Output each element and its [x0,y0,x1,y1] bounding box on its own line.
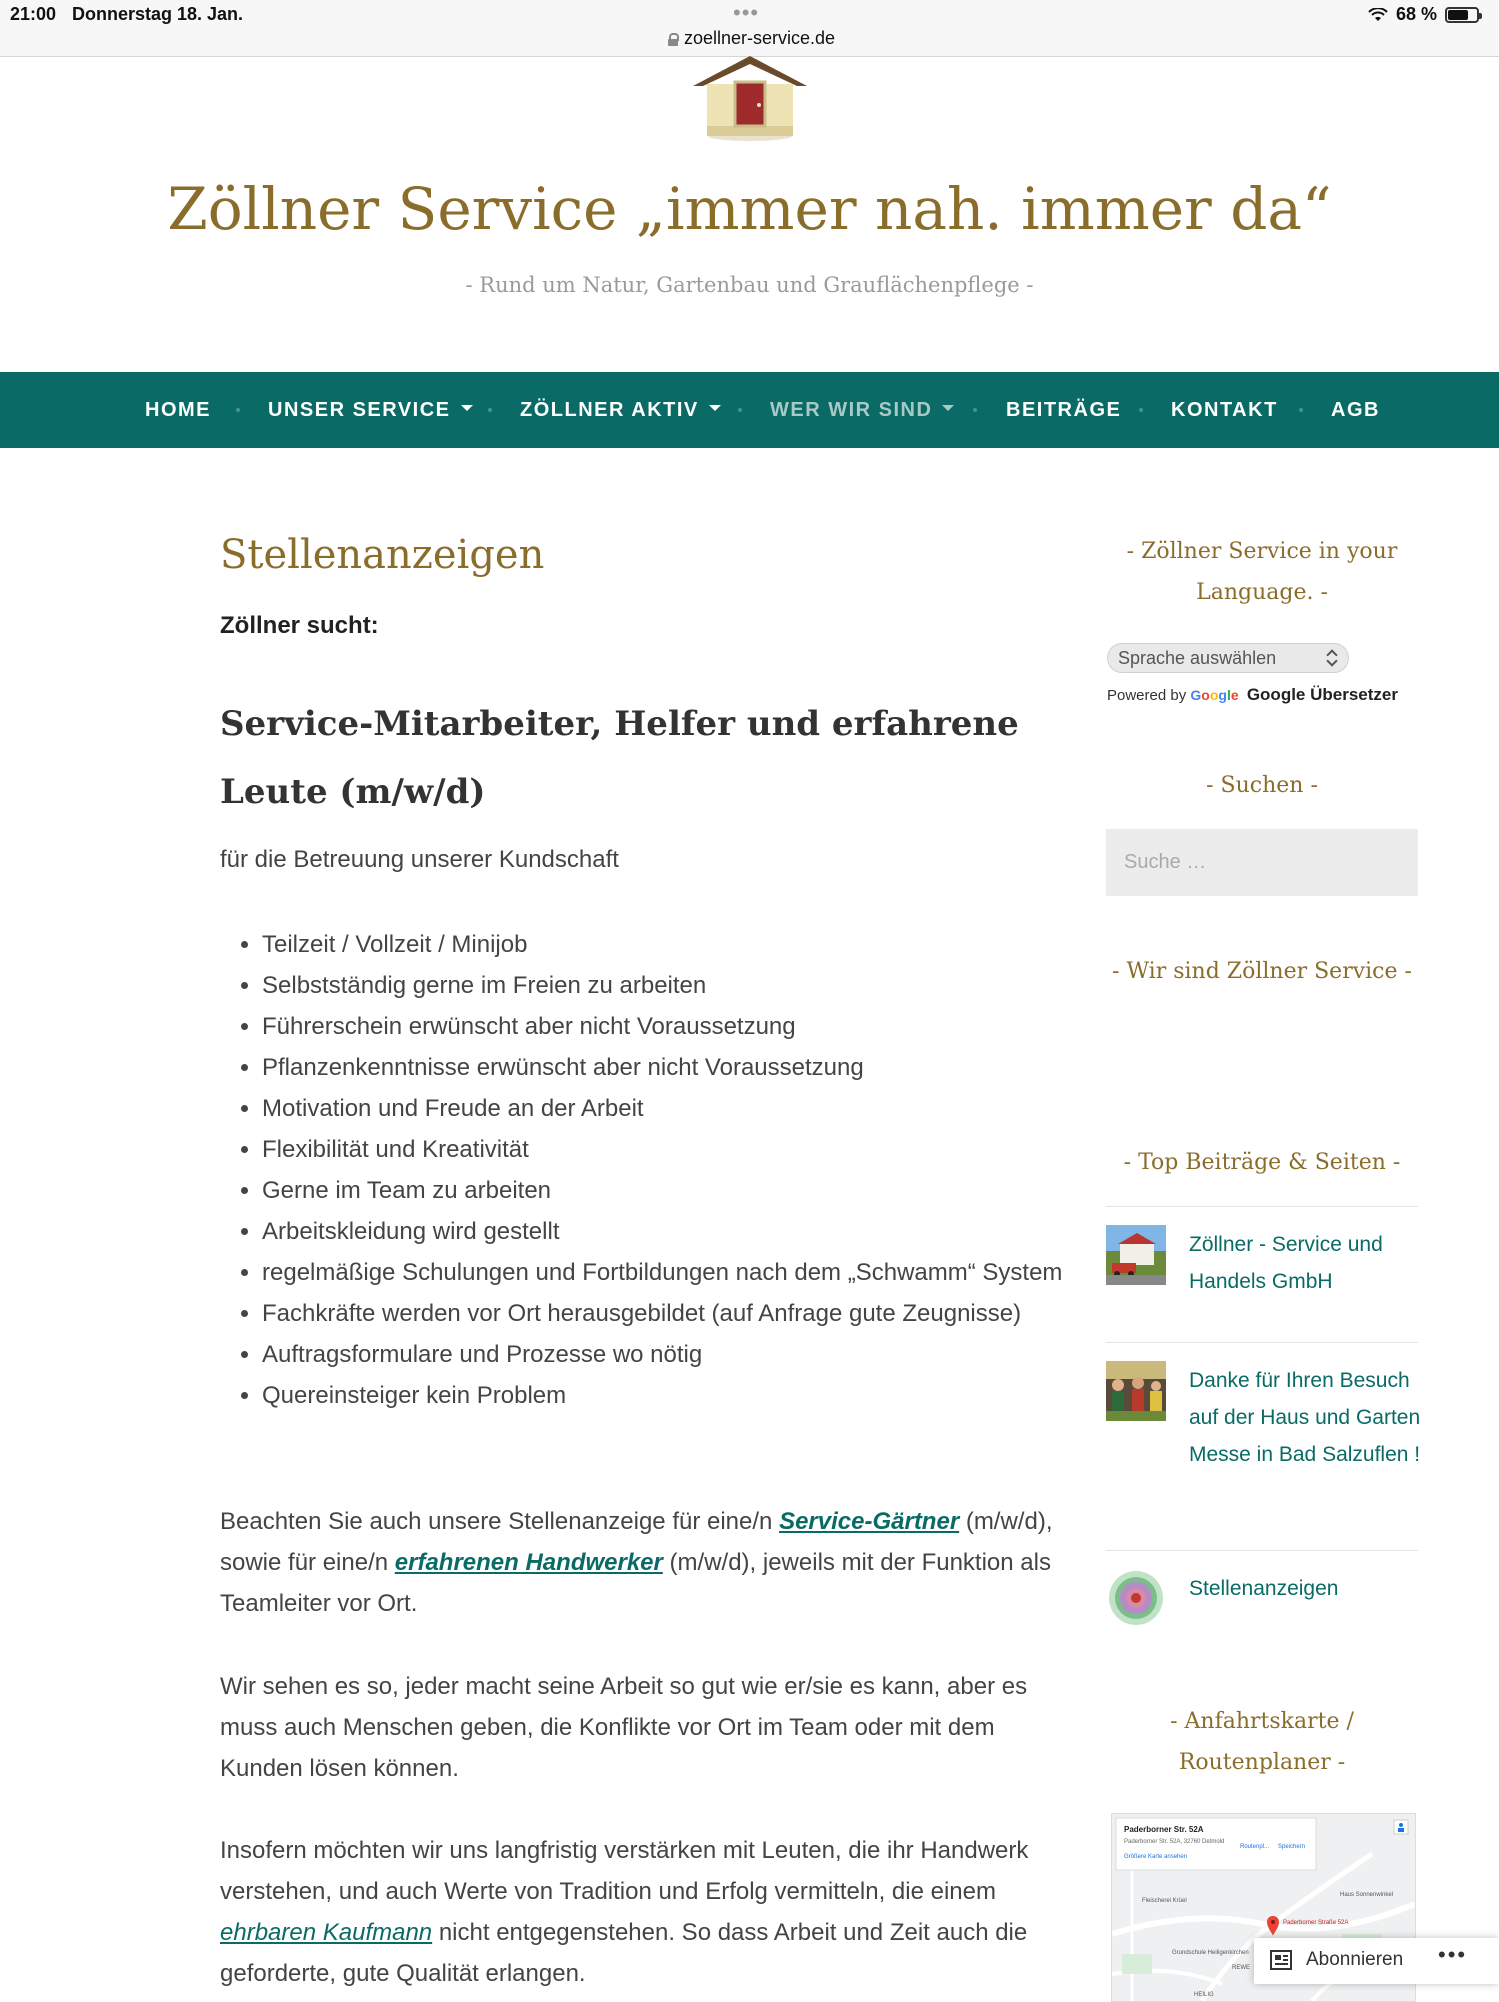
chevron-down-icon [709,405,721,411]
nav-separator [1299,408,1303,412]
powered-by-label: Powered by [1107,687,1187,704]
battery-icon [1445,7,1479,23]
paragraph-text: (m/w/d), jeweils mit der Funktion als Teamleiter vor Ort. [220,1549,1051,1617]
powered-by-google[interactable] [1107,685,1398,705]
url-text: zoellner-service.de [684,28,836,48]
paragraph-conflicts: Wir sehen es so, jeder macht seine Arbeit so gut wie er/sie es kann, aber es muss auch Menschen geben, die Konflikte vor Ort im Team oder mit dem Kunden lösen können. [220,1673,1028,1782]
chevron-down-icon [942,405,954,411]
status-date: Donnerstag 18. Jan. [72,4,244,24]
select-arrows-icon [1328,648,1338,668]
paragraph-text: Beachten Sie auch unsere Stellenanzeige für eine/n [220,1508,780,1535]
site-title[interactable]: Zöllner Service „immer nah. immer da“ [167,175,1332,243]
paragraph-text: Insofern möchten wir uns langfristig verstärken mit Leuten, die ihr Handwerk verstehen, und auch Werte von Tradition und Erfolg vermitteln, die einem [220,1837,1029,1905]
widget-title-about: - Wir sind Zöllner Service - [1112,959,1412,984]
top-post-link[interactable]: Danke für Ihren Besuch auf der Haus und Garten Messe in Bad Salzuflen ! [1189,1369,1421,1466]
nav-separator [738,408,742,412]
list-item: • Flexibilität und Kreativität [262,1129,1070,1170]
nav-separator [1139,408,1143,412]
list-item: • Arbeitskleidung wird gestellt [262,1211,1070,1252]
page-title: Stellenanzeigen [220,532,545,578]
job-subtitle: für die Betreuung unserer Kundschaft [220,846,619,873]
reader-subscribe-icon [1270,1950,1292,1970]
battery-percent: 68 % [1395,4,1437,24]
map-poi: Grundschule Heiligenkirchen [1172,1950,1249,1956]
language-select-value: Sprache auswählen [1118,648,1277,668]
top-post-link[interactable]: Zöllner - Service und Handels GmbH [1189,1233,1383,1293]
status-indicators [1368,4,1479,25]
map-larger-link[interactable]: Größere Karte ansehen [1124,1854,1188,1860]
house-logo-icon[interactable] [685,56,815,142]
map-save-button[interactable]: Speichern [1278,1844,1306,1850]
requirements-list [220,924,1070,1416]
nav-beitraege[interactable]: BEITRÄGE [1006,399,1122,421]
post-thumbnail-store-icon[interactable] [1106,1225,1166,1285]
divider [1106,1206,1418,1207]
list-item: • Selbstständig gerne im Freien zu arbeiten [262,965,1070,1006]
list-item: • Fachkräfte werden vor Ort herausgebildet (auf Anfrage gute Zeugnisse) [262,1293,1070,1334]
paragraph-text: nicht entgegenstehen. So dass Arbeit und Zeit auch die geforderte, gute Qualität erlangen. [220,1919,1028,1987]
map-poi: HEILIG [1194,1992,1214,1998]
intro-text: Zöllner sucht: [220,612,379,639]
list-item: • regelmäßige Schulungen und Fortbildungen nach dem „Schwamm“ System [262,1252,1070,1293]
language-select[interactable] [1107,643,1349,673]
post-thumbnail-flower-icon[interactable] [1106,1568,1166,1628]
widget-title-top-posts: - Top Beiträge & Seiten - [1123,1150,1401,1175]
multitasking-dots[interactable]: ••• [733,0,760,25]
paragraph-text: (m/w/d), sowie für eine/n [220,1508,1053,1576]
main-navigation [0,372,1499,448]
wifi-icon [1368,8,1388,22]
post-thumbnail-fair-icon[interactable] [1106,1361,1166,1421]
nav-separator [488,408,492,412]
nav-zoellner-aktiv[interactable] [520,372,721,448]
map-address-sub: Paderborner Str. 52A, 32760 Detmold [1124,1839,1225,1845]
widget-title-language: - Zöllner Service in your Language. - [1126,539,1398,605]
top-post-link[interactable]: Stellenanzeigen [1189,1577,1339,1600]
map-route-button[interactable]: Routenpl... [1240,1844,1270,1850]
site-tagline: - Rund um Natur, Gartenbau und Grauflächenpflege - [465,273,1034,297]
map-poi: REWE [1232,1965,1250,1971]
nav-kontakt[interactable]: KONTAKT [1171,399,1278,421]
map-address: Paderborner Str. 52A [1124,1825,1204,1834]
nav-agb[interactable]: AGB [1331,399,1380,421]
map-pin-label: Paderborner Straße 52A [1283,1920,1349,1926]
paragraph-other-ads [220,1501,1060,1624]
widget-title-map: - Anfahrtskarte / Routenplaner - [1170,1709,1354,1775]
nav-wer-wir-sind-label: WER WIR SIND [770,399,933,421]
more-options-button[interactable]: ••• [1438,1942,1468,1967]
map-poi: Fleischerei Krüel [1142,1898,1187,1904]
list-item: • Auftragsformulare und Prozesse wo nötig [262,1334,1070,1375]
list-item: • Führerschein erwünscht aber nicht Voraussetzung [262,1006,1070,1047]
nav-separator [973,408,977,412]
nav-home[interactable]: HOME [145,399,211,421]
link-erfahrenen-handwerker[interactable]: erfahrenen Handwerker [394,1549,663,1576]
job-heading: Service-Mitarbeiter, Helfer und erfahrene Leute (m/w/d) [220,704,1019,812]
divider [1106,1342,1418,1343]
status-time: 21:00 [10,4,57,24]
nav-unser-service[interactable] [268,372,473,448]
nav-wer-wir-sind[interactable] [770,372,954,448]
link-ehrbaren-kaufmann[interactable]: ehrbaren Kaufmann [220,1919,433,1946]
map-poi: Haus Sonnenwinkel [1340,1892,1394,1898]
search-input[interactable] [1106,829,1418,896]
google-translate-label: Google Übersetzer [1246,685,1398,704]
list-item: • Motivation und Freude an der Arbeit [262,1088,1070,1129]
nav-separator [236,408,240,412]
address-bar[interactable] [668,28,835,49]
nav-zoellner-aktiv-label: ZÖLLNER AKTIV [520,399,699,421]
google-logo-icon: Google [1190,687,1239,703]
list-item: • Pflanzenkenntnisse erwünscht aber nicht Voraussetzung [262,1047,1070,1088]
divider [1106,1550,1418,1551]
status-bar [0,0,1499,57]
list-item: • Gerne im Team zu arbeiten [262,1170,1070,1211]
paragraph-values [220,1830,1060,1994]
link-service-gaertner[interactable]: Service-Gärtner [779,1508,960,1535]
lock-icon [668,33,678,45]
nav-unser-service-label: UNSER SERVICE [268,399,451,421]
chevron-down-icon [461,405,473,411]
subscribe-button[interactable]: Abonnieren [1306,1949,1404,1970]
list-item: • Teilzeit / Vollzeit / Minijob [262,924,1070,965]
subscribe-bar[interactable] [1254,1938,1499,1984]
list-item: • Quereinsteiger kein Problem [262,1375,1070,1416]
widget-title-search: - Suchen - [1206,773,1318,798]
